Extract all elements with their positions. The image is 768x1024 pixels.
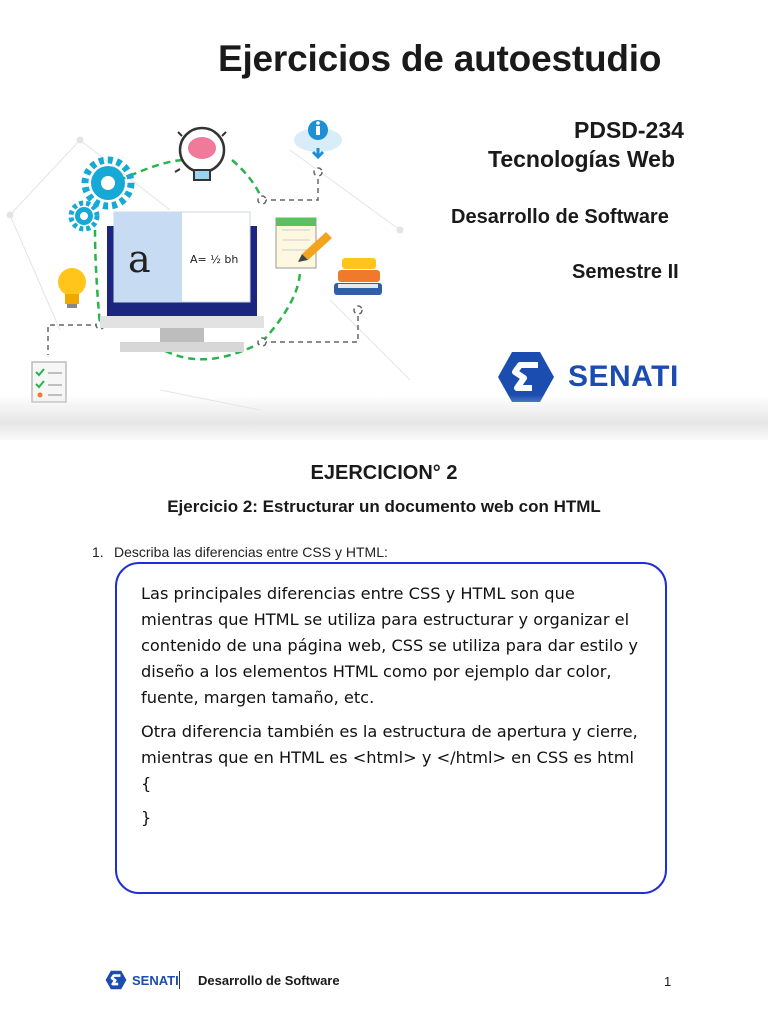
question-item: [92, 544, 388, 560]
answer-paragraph-3: }: [141, 808, 152, 827]
lightbulb-icon: [58, 268, 86, 308]
brain-lightbulb-icon: [175, 128, 226, 180]
section-title: EJERCICION° 2: [310, 462, 458, 484]
senati-logo-text: SENATI: [568, 360, 679, 393]
page-title: Ejercicios de autoestudio: [218, 38, 662, 79]
footer-divider: [179, 971, 180, 989]
footer-logo-icon: [105, 970, 127, 990]
course-code: PDSD-234: [574, 117, 684, 143]
info-cloud-icon: [294, 120, 342, 157]
program-name: Desarrollo de Software: [451, 206, 669, 228]
header-illustration: [0, 110, 420, 410]
footer-label: Desarrollo de Software: [198, 973, 340, 988]
question-number: 1.: [92, 544, 104, 560]
board-exponent: a: [128, 237, 151, 281]
semester-label: Semestre II: [572, 261, 679, 283]
exercise-title: Ejercicio 2: Estructurar un documento web con HTML: [167, 497, 601, 516]
header-banner: [0, 0, 768, 440]
board-formula: A= ½ bh: [190, 253, 239, 266]
course-name: Tecnologías Web: [488, 146, 676, 172]
question-text: Describa las diferencias entre CSS y HTML:: [114, 544, 388, 560]
footer-logo-text: SENATI: [132, 973, 179, 988]
answer-box: [115, 562, 667, 894]
footer-logo: [105, 970, 195, 992]
page-number: 1: [664, 974, 672, 989]
answer-paragraph-2: Otra diferencia también es la estructura de apertura y cierre, mientras que en HTML es <html> y </html> en CSS es html {: [141, 722, 638, 793]
monitor-icon: [100, 212, 264, 352]
banner-shadow: [0, 395, 768, 440]
answer-paragraph-1: Las principales diferencias entre CSS y HTML son que mientras que HTML se utiliza para estructurar y organizar el contenido de una página web, CSS se utiliza para dar estilo y diseño a los elementos HTML como por ejemplo dar color, fuente, margen tamaño, etc.: [141, 584, 638, 707]
notepad-pencil-icon: [276, 218, 332, 268]
books-icon: [334, 258, 382, 295]
